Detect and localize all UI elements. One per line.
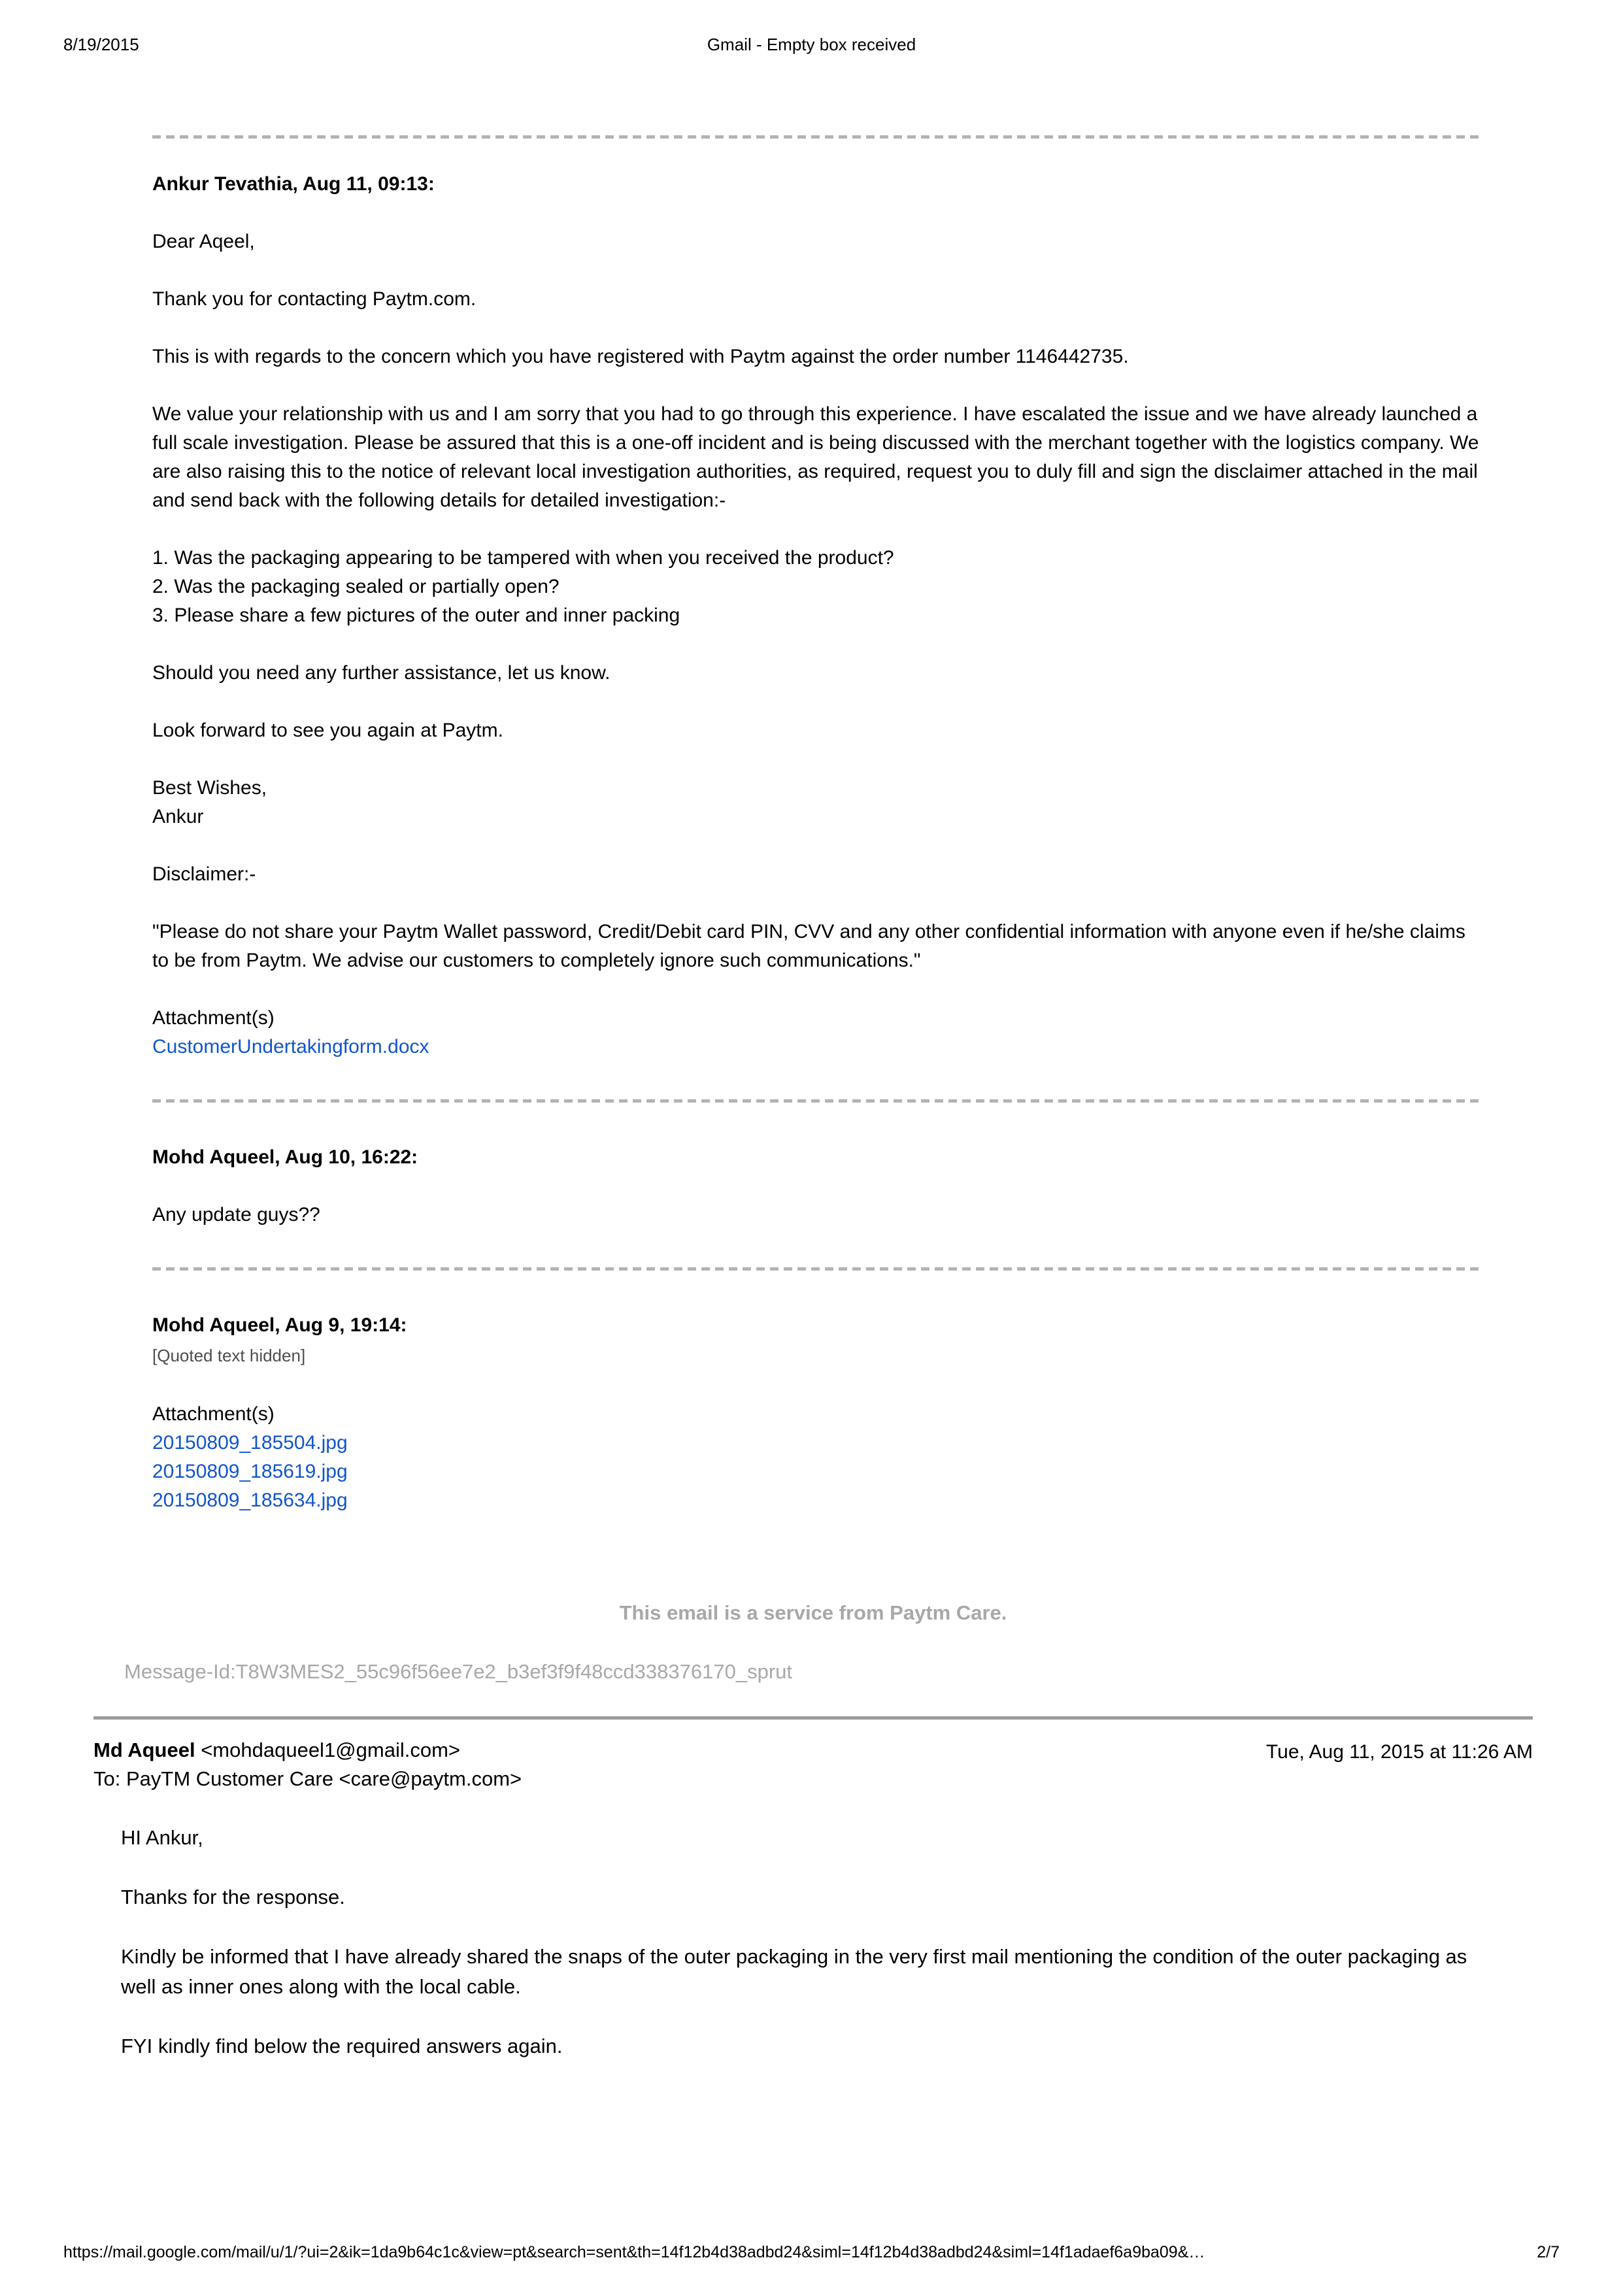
reply-message-section [93, 1599, 1533, 2061]
paragraph-kindly: Kindly be informed that I have already shared the snaps of the outer packaging in the very first mail mentioning the condition of the outer packaging as well as inner ones along with the local cable. [121, 1945, 1467, 1998]
attachment-link-jpg-3[interactable]: 20150809_185634.jpg [152, 1489, 348, 1511]
dashed-separator [152, 1099, 1482, 1103]
list-item-2: 2. Was the packaging sealed or partially open? [152, 576, 560, 597]
signature-name: Ankur [152, 806, 204, 827]
message-id: Message-Id:T8W3MES2_55c96f56ee7e2_b3ef3f9f48ccd338376170_sprut [124, 1660, 793, 1683]
page-header [63, 34, 1560, 55]
attachments-label: Attachment(s) [152, 1007, 275, 1029]
paragraph-body: Any update guys?? [152, 1204, 320, 1225]
attachment-link-docx[interactable]: CustomerUndertakingform.docx [152, 1036, 429, 1057]
signature-block [152, 774, 1482, 831]
paragraph-lookforward: Look forward to see you again at Paytm. [152, 720, 503, 741]
attachment-link-jpg-1[interactable]: 20150809_185504.jpg [152, 1432, 348, 1454]
service-note: This email is a service from Paytm Care. [619, 1601, 1007, 1624]
page-number: 2/7 [1537, 2243, 1560, 2261]
paragraph-greeting: Dear Aqeel, [152, 231, 255, 252]
reply-from-to [93, 1736, 522, 1793]
reply-from-line [93, 1736, 522, 1765]
message-header: Mohd Aqueel, Aug 9, 19:14: [152, 1314, 407, 1336]
reply-from-email: <mohdaqueel1@gmail.com> [201, 1739, 461, 1761]
quoted-text-hidden: [Quoted text hidden] [152, 1346, 306, 1365]
paragraph-assist: Should you need any further assistance, let us know. [152, 662, 611, 684]
paragraph-value: We value your relationship with us and I am sorry that you had to go through this experience. I have escalated the issue and we have already launched a full scale investigation. Please be assured that this is a one-off incident and is being discussed with the merchant together with the logistics company. We are also raising this to the notice of relevant local investigation authorities, as required, request you to duly fill and sign the disclaimer attached in the mail and send back with the following details for detailed investigation:- [152, 403, 1479, 511]
message-aqueel-aug10 [152, 1143, 1482, 1229]
message-ankur-aug11 [152, 170, 1482, 1061]
reply-header [93, 1736, 1533, 1793]
dashed-separator [152, 135, 1482, 139]
attachments-block [152, 1400, 1482, 1515]
page-footer [63, 2242, 1560, 2262]
paragraph-greeting: HI Ankur, [121, 1826, 203, 1849]
list-item-1: 1. Was the packaging appearing to be tampered with when you received the product? [152, 547, 894, 569]
attachments-label: Attachment(s) [152, 1403, 275, 1425]
print-date: 8/19/2015 [63, 35, 139, 54]
question-list [152, 544, 1482, 630]
header-spacer [1186, 34, 1560, 55]
message-header: Mohd Aqueel, Aug 10, 16:22: [152, 1146, 418, 1168]
paragraph-fyi: FYI kindly find below the required answers again. [121, 2035, 563, 2057]
message-aqueel-aug9 [152, 1311, 1482, 1515]
footer-url: https://mail.google.com/mail/u/1/?ui=2&ik=1da9b64c1c&view=pt&search=sent&th=14f12b4d38adbd24&siml=14f12b4d38adbd24&siml=14f1adaef6a9ba09&… [63, 2243, 1205, 2261]
paragraph-regards: This is with regards to the concern which you have registered with Paytm against the order number 1146442735. [152, 346, 1129, 367]
message-header: Ankur Tevathia, Aug 11, 09:13: [152, 173, 435, 195]
reply-date: Tue, Aug 11, 2015 at 11:26 AM [1265, 1741, 1533, 1763]
paragraph-disclaimer: "Please do not share your Paytm Wallet password, Credit/Debit card PIN, CVV and any other confidential information with anyone even if he/she claims to be from Paytm. We advise our customers to completely ignore such communications." [152, 921, 1465, 971]
paragraph-disclaimer-label: Disclaimer:- [152, 863, 256, 885]
signature-closing: Best Wishes, [152, 777, 267, 799]
quoted-thread [152, 135, 1482, 1515]
attachments-block [152, 1004, 1482, 1061]
reply-from-name: Md Aqueel [93, 1739, 195, 1761]
horizontal-rule [93, 1716, 1533, 1720]
page-title: Gmail - Empty box received [707, 35, 916, 54]
attachment-link-jpg-2[interactable]: 20150809_185619.jpg [152, 1461, 348, 1482]
reply-body [121, 1823, 1467, 2061]
paragraph-thanks: Thanks for the response. [121, 1886, 345, 1908]
paragraph-thanks: Thank you for contacting Paytm.com. [152, 288, 477, 310]
reply-to-line: To: PayTM Customer Care <care@paytm.com> [93, 1767, 522, 1790]
dashed-separator [152, 1267, 1482, 1271]
list-item-3: 3. Please share a few pictures of the outer and inner packing [152, 605, 680, 626]
